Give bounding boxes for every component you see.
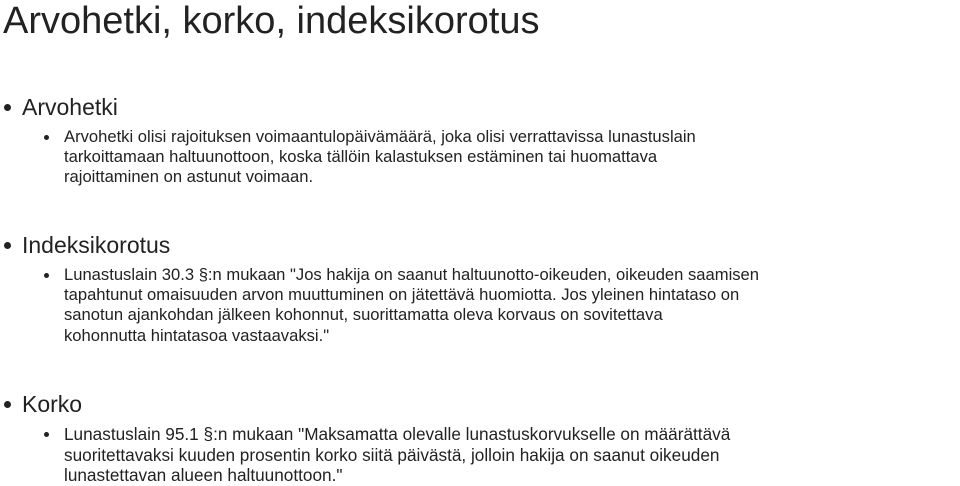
bullet-text-indeksikorotus xyxy=(64,265,958,346)
section-heading-indeksikorotus: Indeksikorotus xyxy=(0,231,960,259)
text-line: Lunastuslain 30.3 §:n mukaan "Jos hakija on saanut haltuunotto-oikeuden, oikeuden saamisen xyxy=(64,265,760,284)
text-line: suoritettavaksi kuuden prosentin korko siitä päivästä, jolloin hakija on saanut oikeuden xyxy=(64,444,720,465)
section-heading-arvohetki: Arvohetki xyxy=(0,93,960,121)
bullet-text-arvohetki xyxy=(64,127,958,188)
section-korko xyxy=(0,390,960,486)
section-heading-korko: Korko xyxy=(0,390,960,418)
text-line: rajoittaminen on astunut voimaan. xyxy=(64,167,314,187)
text-line: kohonnutta hintatasoa vastaavaksi." xyxy=(64,325,330,345)
text-line: tarkoittamaan haltuunottoon, koska tällöin kalastuksen estäminen tai huomattava xyxy=(64,147,658,167)
slide-title: Arvohetki, korko, indeksikorotus xyxy=(3,0,540,42)
text-line: lunastettavan alueen haltuunottoon." xyxy=(64,465,343,485)
bullet-text-korko xyxy=(64,424,958,486)
section-indeksikorotus xyxy=(0,231,960,346)
text-line: Arvohetki olisi rajoituksen voimaantulopäivämäärä, joka olisi verrattavissa lunastuslain xyxy=(64,127,696,146)
text-line: sanotun ajankohdan jälkeen kohonnut, suorittamatta oleva korvaus on sovitettava xyxy=(64,305,663,325)
text-line: Lunastuslain 95.1 §:n mukaan "Maksamatta olevalle lunastuskorvukselle on määrättävä xyxy=(64,424,731,444)
section-arvohetki xyxy=(0,93,960,188)
text-line: tapahtunut omaisuuden arvon muuttuminen on jätettävä huomiotta. Jos yleinen hintataso on xyxy=(64,285,740,305)
